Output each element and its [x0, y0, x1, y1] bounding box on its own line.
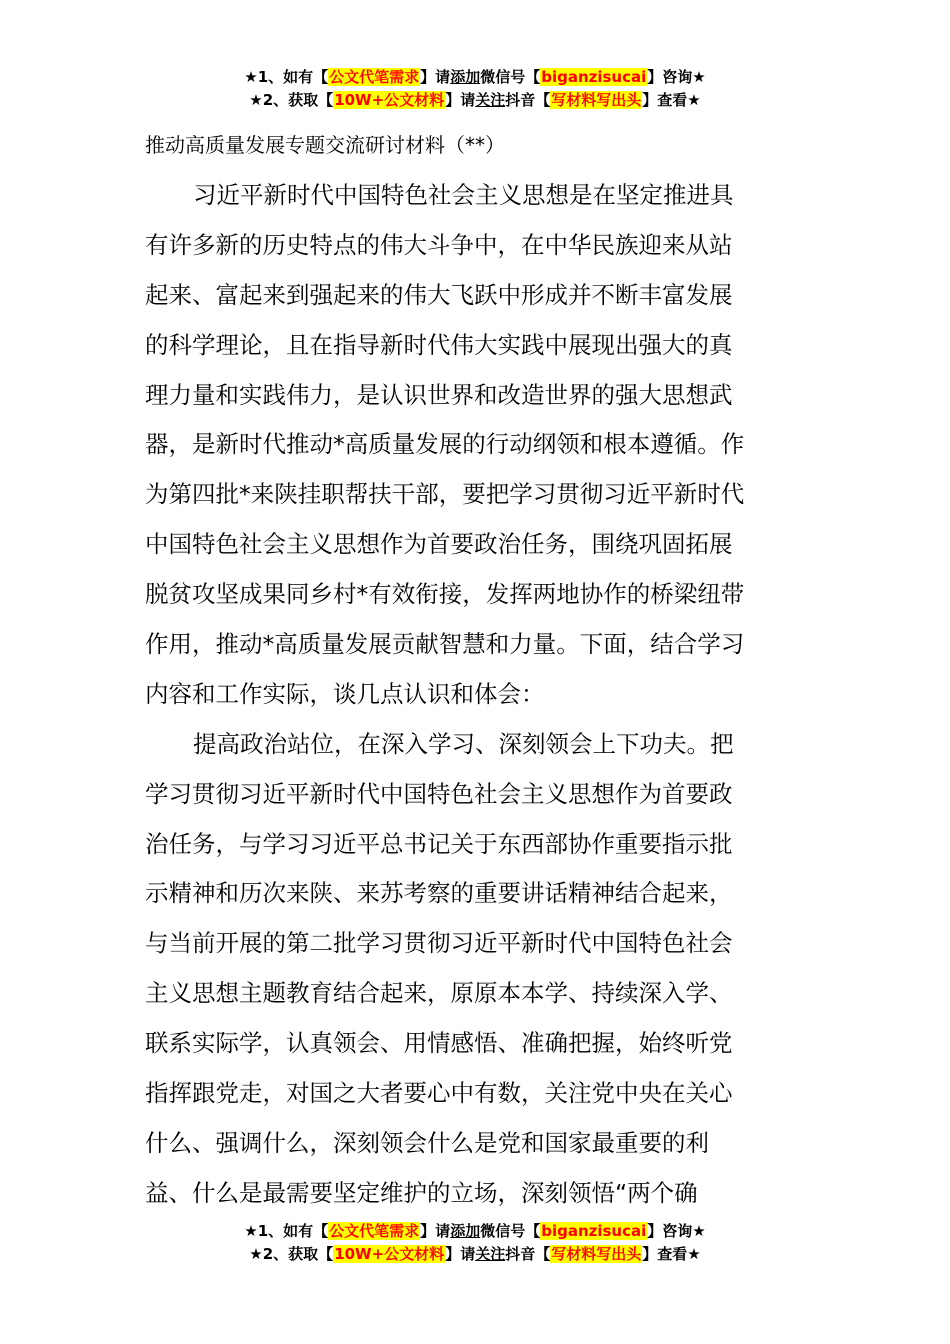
banner-line-1 — [0, 66, 950, 89]
banner-text: 】请 — [445, 1245, 476, 1263]
paragraph-line: 主义思想主题教育结合起来，原原本本学、持续深入学、 — [145, 979, 733, 1008]
paragraph-line: 中国特色社会主义思想作为首要政治任务，围绕巩固拓展 — [145, 530, 733, 559]
paragraph-line: 提高政治站位，在深入学习、深刻领会上下功夫。把 — [193, 729, 734, 758]
banner-line-2 — [0, 1243, 950, 1266]
paragraph-line: 内容和工作实际，谈几点认识和体会： — [145, 679, 545, 708]
paragraph-line: 益、什么是最需要坚定维护的立场，深刻领悟“两个确 — [145, 1178, 698, 1207]
banner-text: 】请 — [420, 1222, 451, 1240]
banner-text: 抖音【 — [505, 91, 551, 109]
banner-line-1 — [0, 1220, 950, 1243]
paragraph-line: 为第四批*来陕挂职帮扶干部，要把学习贯彻习近平新时代 — [145, 480, 745, 509]
paragraph-line: 指挥跟党走，对国之大者要心中有数，关注党中央在关心 — [145, 1079, 733, 1108]
banner-text: 微信号【 — [480, 68, 541, 86]
banner-text: 】查看★ — [642, 91, 701, 109]
banner-text: 】请 — [420, 68, 451, 86]
paragraph-line: 有许多新的历史特点的伟大斗争中，在中华民族迎来从站 — [145, 230, 733, 259]
paragraph-line: 作用，推动*高质量发展贡献智慧和力量。下面，结合学习 — [145, 630, 745, 659]
banner-text: ★1、如有【 — [244, 1222, 329, 1240]
paragraph-line: 示精神和历次来陕、来苏考察的重要讲话精神结合起来， — [145, 879, 733, 908]
banner-text: ★2、获取【 — [249, 1245, 334, 1263]
banner-highlight: 公文代笔需求 — [329, 1222, 420, 1240]
paragraph-line: 习近平新时代中国特色社会主义思想是在坚定推进具 — [193, 181, 734, 209]
banner-text: 】咨询★ — [647, 68, 706, 86]
banner-text: 】咨询★ — [647, 1222, 706, 1240]
banner-underline-text: 关注 — [475, 91, 506, 109]
banner-underline-text: 添加 — [450, 1222, 481, 1240]
paragraph-line: 起来、富起来到强起来的伟大飞跃中形成并不断丰富发展 — [145, 280, 733, 309]
banner-text: 】请 — [445, 91, 476, 109]
banner-underline-text: 添加 — [450, 68, 481, 86]
banner-highlight: 公文代笔需求 — [329, 68, 420, 86]
paragraph-line: 器，是新时代推动*高质量发展的行动纲领和根本遵循。作 — [145, 430, 745, 459]
banner-highlight: 10W+公文材料 — [334, 1245, 445, 1263]
paragraph-line: 理力量和实践伟力，是认识世界和改造世界的强大思想武 — [145, 380, 733, 409]
paragraph-line: 联系实际学，认真领会、用情感悟、准确把握，始终听党 — [145, 1029, 733, 1058]
footer-banner — [0, 1220, 950, 1266]
header-banner — [0, 66, 950, 112]
document-body — [145, 171, 815, 1219]
paragraph-line: 脱贫攻坚成果同乡村*有效衔接，发挥两地协作的桥梁纽带 — [145, 580, 745, 609]
paragraph-line: 学习贯彻习近平新时代中国特色社会主义思想作为首要政 — [145, 779, 733, 808]
banner-text: 抖音【 — [505, 1245, 551, 1263]
banner-underline-text: 关注 — [475, 1245, 506, 1263]
banner-text: ★2、获取【 — [249, 91, 334, 109]
paragraph-line: 与当前开展的第二批学习贯彻习近平新时代中国特色社会 — [145, 929, 733, 958]
page-title: 推动高质量发展专题交流研讨材料（**） — [145, 133, 505, 157]
banner-line-2 — [0, 89, 950, 112]
banner-text: 微信号【 — [480, 1222, 541, 1240]
paragraph-line: 治任务，与学习习近平总书记关于东西部协作重要指示批 — [145, 829, 733, 858]
banner-highlight: 写材料写出头 — [551, 1245, 642, 1263]
banner-highlight: 写材料写出头 — [551, 91, 642, 109]
banner-text: 】查看★ — [642, 1245, 701, 1263]
banner-text: ★1、如有【 — [244, 68, 329, 86]
banner-highlight: biganzisucai — [541, 68, 647, 86]
paragraph-line: 的科学理论，且在指导新时代伟大实践中展现出强大的真 — [145, 330, 733, 359]
banner-highlight: 10W+公文材料 — [334, 91, 445, 109]
paragraph-line: 什么、强调什么，深刻领会什么是党和国家最重要的利 — [145, 1128, 709, 1157]
banner-highlight: biganzisucai — [541, 1222, 647, 1240]
